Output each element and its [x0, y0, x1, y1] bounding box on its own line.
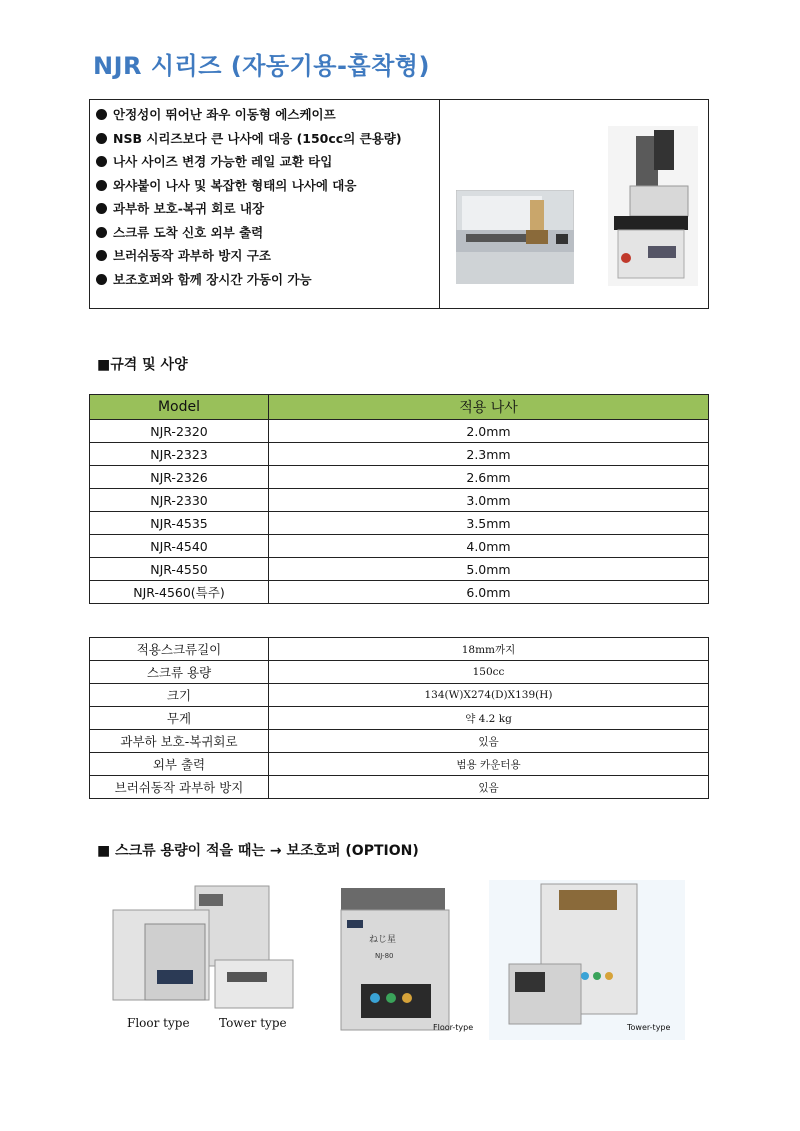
feature-list: [90, 100, 440, 308]
table-row: NJR-2326 2.6mm: [90, 466, 709, 489]
table-row: NJR-4535 3.5mm: [90, 512, 709, 535]
bullet-icon: [96, 227, 107, 238]
feature-item: 나사 사이즈 변경 가능한 레일 교환 타입: [96, 150, 439, 174]
table-row: 외부 출력 범용 카운터용: [90, 753, 709, 776]
table-row: NJR-2320 2.0mm: [90, 420, 709, 443]
table-row: 과부하 보호-복귀회로 있음: [90, 730, 709, 753]
feature-item: 브러쉬동작 과부하 방지 구조: [96, 244, 439, 268]
feature-item: 과부하 보호-복귀 회로 내장: [96, 197, 439, 221]
floor-type-caption: Floor-type: [433, 1023, 474, 1032]
feature-item: NSB 시리즈보다 큰 나사에 대응 (150cc의 큰용량): [96, 127, 439, 151]
col-header-screw: 적용 나사: [269, 395, 709, 420]
bullet-icon: [96, 109, 107, 120]
floor-type-hopper-photo: [333, 880, 473, 1040]
table-row: 크기 134(W)X274(D)X139(H): [90, 684, 709, 707]
table-row: 무게 약 4.2 kg: [90, 707, 709, 730]
spec-heading: ■규격 및 사양: [97, 357, 188, 373]
feature-item: 와샤붙이 나사 및 복잡한 형태의 나사에 대응: [96, 174, 439, 198]
table-row: NJR-2323 2.3mm: [90, 443, 709, 466]
table-row: 스크류 용량 150cc: [90, 661, 709, 684]
tower-type-label: Tower type: [219, 1016, 287, 1030]
hopper-brand-text: ねじ星: [369, 935, 397, 945]
feature-item: 스크류 도착 신호 외부 출력: [96, 221, 439, 245]
table-row: NJR-4550 5.0mm: [90, 558, 709, 581]
feature-box: [89, 99, 709, 309]
feature-item: 보조호퍼와 함께 장시간 가동이 가능: [96, 268, 439, 292]
table-row: NJR-4560(특주) 6.0mm: [90, 581, 709, 604]
bullet-icon: [96, 203, 107, 214]
feature-item: 안정성이 뛰어난 좌우 이동형 에스케이프: [96, 103, 439, 127]
bullet-icon: [96, 133, 107, 144]
bullet-icon: [96, 156, 107, 167]
table-row: NJR-4540 4.0mm: [90, 535, 709, 558]
table-row: 적용스크류길이 18mm까지: [90, 638, 709, 661]
bullet-icon: [96, 180, 107, 191]
tower-type-caption: Tower-type: [627, 1023, 671, 1032]
tower-type-hopper-photo: [489, 880, 685, 1040]
machine-photo: [608, 126, 698, 286]
page-title: NJR 시리즈 (자동기용-흡착형): [93, 52, 430, 80]
table-row: 브러쉬동작 과부하 방지 있음: [90, 776, 709, 799]
floor-type-label: Floor type: [127, 1016, 190, 1030]
models-table: [89, 394, 709, 604]
table-row: NJR-2330 3.0mm: [90, 489, 709, 512]
escape-closeup-photo: [456, 190, 574, 284]
specs-table: [89, 637, 709, 799]
table-header-row: [90, 395, 709, 420]
option-heading: ■ 스크류 용량이 적을 때는 → 보조호퍼 (OPTION): [97, 843, 419, 859]
product-photos: [440, 100, 708, 308]
hopper-model-text: NJ-80: [375, 952, 394, 960]
option-photos: [95, 880, 685, 1040]
col-header-model: Model: [90, 395, 269, 420]
bullet-icon: [96, 274, 107, 285]
bullet-icon: [96, 250, 107, 261]
